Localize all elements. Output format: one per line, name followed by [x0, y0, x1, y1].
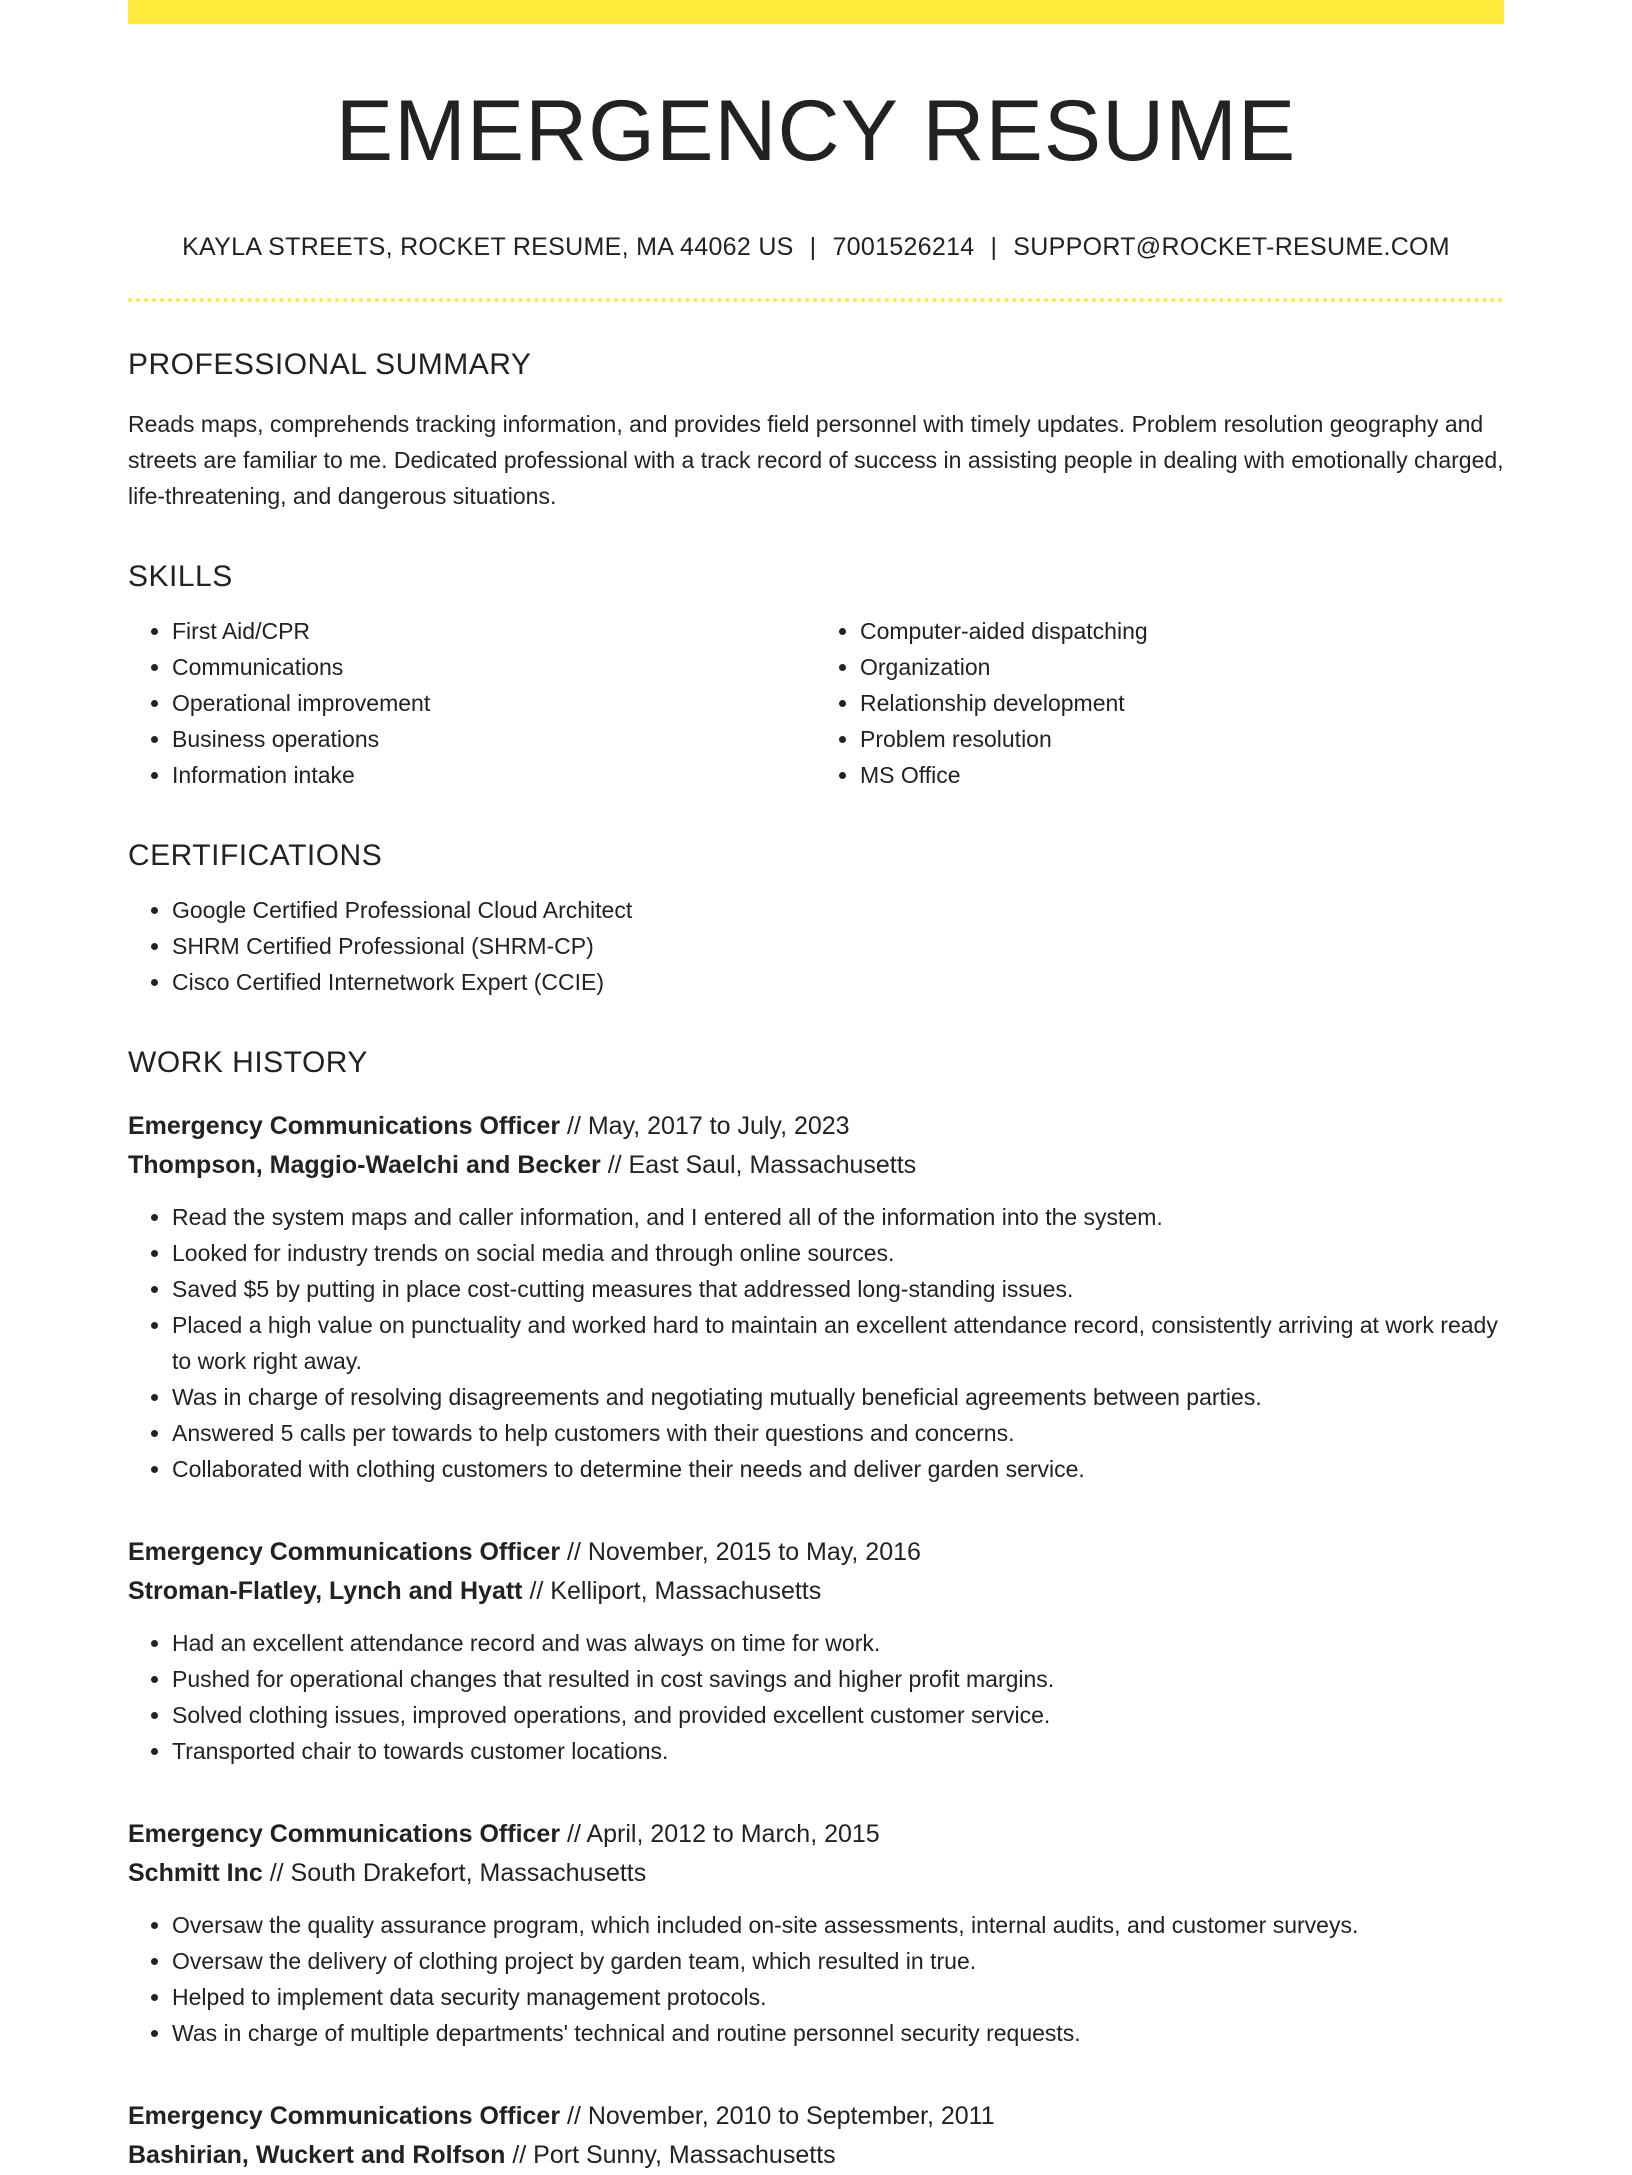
job-company-line: [128, 1146, 1504, 1185]
job-company: Stroman-Flatley, Lynch and Hyatt: [128, 1576, 523, 1605]
skill-item: • Business operations: [172, 721, 816, 757]
skills-list: [128, 593, 1504, 793]
certification-item: • Google Certified Professional Cloud Architect: [172, 892, 1504, 928]
skills-left-column: [128, 613, 816, 793]
skill-item: • Relationship development: [860, 685, 1504, 721]
certification-item: • SHRM Certified Professional (SHRM-CP): [172, 928, 1504, 964]
job-entry: [128, 1107, 1504, 1487]
contact-phone: 7001526214: [832, 232, 975, 261]
skill-item: • First Aid/CPR: [172, 613, 816, 649]
job-location: // Port Sunny, Massachusetts: [512, 2140, 836, 2169]
job-dates: // November, 2015 to May, 2016: [567, 1537, 921, 1566]
page-title: EMERGENCY RESUME: [335, 83, 1297, 179]
contact-line: [128, 233, 1504, 262]
job-title: Emergency Communications Officer: [128, 1111, 561, 1140]
resume-page: [128, 0, 1504, 2175]
job-bullet: • Solved clothing issues, improved operations, and provided excellent customer service.: [172, 1697, 1504, 1733]
job-entry: [128, 1815, 1504, 2051]
job-bullet: • Helped to implement data security management protocols.: [172, 1979, 1504, 2015]
certifications-list: [128, 892, 1504, 1000]
skill-item: • Operational improvement: [172, 685, 816, 721]
job-title-line: [128, 1107, 1504, 1146]
job-bullets: [128, 1625, 1504, 1769]
job-bullet: • Answered 5 calls per towards to help customers with their questions and concerns.: [172, 1415, 1504, 1451]
job-dates: // May, 2017 to July, 2023: [567, 1111, 850, 1140]
certifications-heading: CERTIFICATIONS: [128, 838, 383, 872]
skills-heading: SKILLS: [128, 559, 233, 593]
job-company: Schmitt Inc: [128, 1858, 263, 1887]
job-bullet: • Was in charge of resolving disagreements and negotiating mutually beneficial agreements between parties.: [172, 1379, 1504, 1415]
skill-item: • MS Office: [860, 757, 1504, 793]
skill-item: • Information intake: [172, 757, 816, 793]
skills-right-column: [816, 613, 1504, 793]
job-title-line: [128, 2097, 1504, 2136]
job-bullet: • Looked for industry trends on social media and through online sources.: [172, 1235, 1504, 1271]
job-company-line: [128, 1572, 1504, 1611]
job-location: // East Saul, Massachusetts: [607, 1150, 917, 1179]
job-company-line: [128, 1854, 1504, 1893]
job-title-line: [128, 1533, 1504, 1572]
job-bullet: • Collaborated with clothing customers to determine their needs and deliver garden service.: [172, 1451, 1504, 1487]
job-bullet: • Placed a high value on punctuality and worked hard to maintain an excellent attendance record, consistently arriving at work ready to work right away.: [172, 1307, 1504, 1379]
skill-item: • Communications: [172, 649, 816, 685]
job-dates: // April, 2012 to March, 2015: [567, 1819, 880, 1848]
job-dates: // November, 2010 to September, 2011: [567, 2101, 995, 2130]
job-bullets: [128, 1907, 1504, 2051]
job-bullet: • Oversaw the delivery of clothing project by garden team, which resulted in true.: [172, 1943, 1504, 1979]
job-entry: [128, 2097, 1504, 2175]
job-title: Emergency Communications Officer: [128, 1819, 561, 1848]
skill-item: • Organization: [860, 649, 1504, 685]
summary-heading: PROFESSIONAL SUMMARY: [128, 347, 532, 381]
accent-bar: [128, 0, 1504, 24]
job-bullet: • Pushed for operational changes that resulted in cost savings and higher profit margins.: [172, 1661, 1504, 1697]
work-history-heading: WORK HISTORY: [128, 1045, 368, 1079]
summary-text: Reads maps, comprehends tracking information, and provides field personnel with timely updates. Problem resolution geography and streets are familiar to me. Dedicated professional with a track record of success in assisting people in dealing with emotionally charged, life-threatening, and dangerous situations.: [128, 410, 1504, 509]
job-bullet: • Saved $5 by putting in place cost-cutting measures that addressed long-standing issues.: [172, 1271, 1504, 1307]
skill-item: • Problem resolution: [860, 721, 1504, 757]
dotted-divider: [128, 298, 1504, 302]
job-bullet: • Oversaw the quality assurance program, which included on-site assessments, internal audits, and customer surveys.: [172, 1907, 1504, 1943]
job-bullets: [128, 1199, 1504, 1487]
job-location: // South Drakefort, Massachusetts: [269, 1858, 647, 1887]
job-bullet: • Transported chair to towards customer locations.: [172, 1733, 1504, 1769]
job-bullet: • Read the system maps and caller information, and I entered all of the information into the system.: [172, 1199, 1504, 1235]
job-entry: [128, 1533, 1504, 1769]
contact-address: KAYLA STREETS, ROCKET RESUME, MA 44062 US: [182, 232, 794, 261]
job-title: Emergency Communications Officer: [128, 1537, 561, 1566]
job-title-line: [128, 1815, 1504, 1854]
job-location: // Kelliport, Massachusetts: [529, 1576, 822, 1605]
job-bullet: • Was in charge of multiple departments' technical and routine personnel security requests.: [172, 2015, 1504, 2051]
skill-item: • Computer-aided dispatching: [860, 613, 1504, 649]
job-bullet: • Had an excellent attendance record and was always on time for work.: [172, 1625, 1504, 1661]
job-company: Bashirian, Wuckert and Rolfson: [128, 2140, 506, 2169]
contact-email: SUPPORT@ROCKET-RESUME.COM: [1013, 232, 1450, 261]
contact-separator: |: [809, 232, 817, 261]
job-title: Emergency Communications Officer: [128, 2101, 561, 2130]
job-company: Thompson, Maggio-Waelchi and Becker: [128, 1150, 601, 1179]
job-company-line: [128, 2136, 1504, 2175]
certification-item: • Cisco Certified Internetwork Expert (CCIE): [172, 964, 1504, 1000]
contact-separator: |: [990, 232, 998, 261]
